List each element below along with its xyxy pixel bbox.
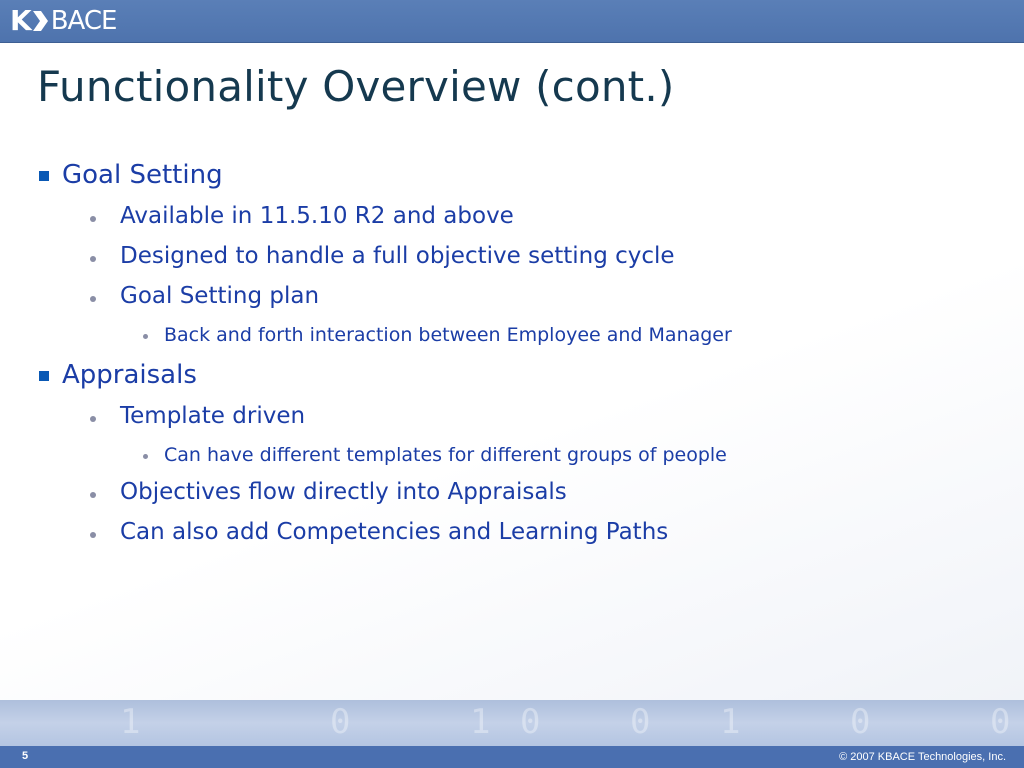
dot-bullet-icon bbox=[90, 216, 96, 222]
footer-decorative-band: 1 0 1 0 0 1 0 0 bbox=[0, 700, 1024, 746]
bullet-competencies: Can also add Competencies and Learning Paths bbox=[120, 519, 669, 545]
dot-bullet-icon bbox=[90, 296, 96, 302]
bullet-different-templates: Can have different templates for different groups of people bbox=[164, 444, 727, 466]
slide-number: 5 bbox=[22, 750, 29, 762]
copyright-notice: © 2007 KBACE Technologies, Inc. bbox=[839, 751, 1006, 763]
dot-bullet-icon bbox=[90, 416, 96, 422]
bullet-appraisals: Appraisals bbox=[62, 360, 197, 390]
footer-bar bbox=[0, 746, 1024, 768]
dot-bullet-icon bbox=[90, 492, 96, 498]
bullet-objectives-flow: Objectives flow directly into Appraisals bbox=[120, 479, 567, 505]
dot-bullet-icon bbox=[143, 334, 148, 339]
bullet-template-driven: Template driven bbox=[120, 403, 306, 429]
dot-bullet-icon bbox=[90, 256, 96, 262]
square-bullet-icon bbox=[39, 371, 49, 381]
dot-bullet-icon bbox=[90, 532, 96, 538]
bullet-available: Available in 11.5.10 R2 and above bbox=[120, 203, 514, 229]
logo-wordmark: BACE bbox=[50, 6, 117, 36]
dot-bullet-icon bbox=[143, 454, 148, 459]
bullet-goal-setting-plan: Goal Setting plan bbox=[120, 283, 320, 309]
bullet-back-and-forth: Back and forth interaction between Employee and Manager bbox=[164, 324, 732, 346]
logo-k: K bbox=[10, 4, 31, 37]
slide-title: Functionality Overview (cont.) bbox=[37, 62, 675, 111]
bullet-designed: Designed to handle a full objective setting cycle bbox=[120, 243, 675, 269]
square-bullet-icon bbox=[39, 171, 49, 181]
bullet-goal-setting: Goal Setting bbox=[62, 160, 223, 190]
